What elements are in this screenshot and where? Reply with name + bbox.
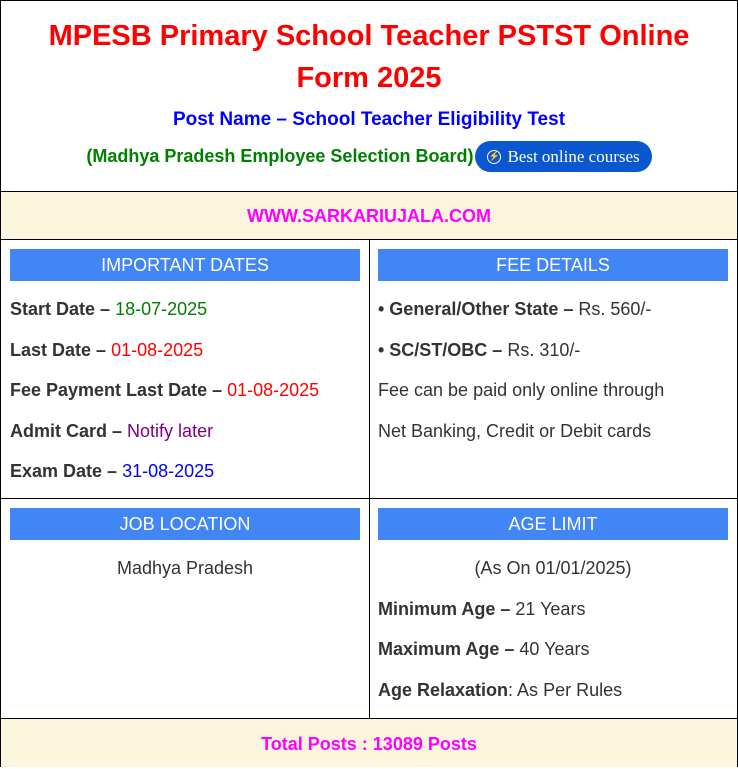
date-value: 31-08-2025 [122, 461, 215, 481]
age-as-on: (As On 01/01/2025) [474, 558, 632, 578]
age-row: Age Relaxation: As Per Rules [378, 679, 623, 700]
date-row: Start Date – 18-07-2025 [10, 299, 208, 319]
fee-note: Net Banking, Credit or Debit cards [378, 420, 652, 441]
date-row: Fee Payment Last Date – 01-08-2025 [10, 380, 320, 400]
best-courses-button[interactable]: ⚡ Best online courses [475, 141, 651, 172]
date-row: Last Date – 01-08-2025 [10, 339, 204, 360]
date-row: Admit Card – Notify later [10, 420, 214, 441]
date-value: 01-08-2025 [111, 339, 204, 360]
organization: (Madhya Pradesh Employee Selection Board) [86, 146, 474, 166]
date-value: Notify later [127, 420, 214, 441]
age-row: Maximum Age – 40 Years [378, 639, 590, 659]
location-value: Madhya Pradesh [116, 558, 254, 578]
date-row: Exam Date – 31-08-2025 [10, 461, 215, 481]
fee-row: • SC/ST/OBC – Rs. 310/- [378, 339, 581, 360]
fee-details-cell [369, 240, 737, 460]
location-heading: JOB LOCATION [10, 508, 360, 540]
post-name: Post Name – School Teacher Eligibility Test [172, 109, 566, 130]
fee-row: • General/Other State – Rs. 560/- [378, 299, 652, 319]
lightning-icon: ⚡ [487, 150, 501, 164]
website-banner: WWW.SARKARIUJALA.COM [1, 192, 737, 240]
dates-heading: IMPORTANT DATES [10, 249, 360, 281]
age-heading: AGE LIMIT [378, 508, 728, 540]
job-location-cell [1, 499, 369, 598]
fee-heading: FEE DETAILS [378, 249, 728, 281]
date-value: 18-07-2025 [115, 299, 208, 319]
page-title: MPESB Primary School Teacher PSTST Online Form 2025 [48, 20, 690, 94]
total-posts: Total Posts : 13089 Posts [1, 718, 737, 767]
important-dates-cell [1, 240, 369, 501]
header-cell [1, 1, 737, 192]
age-row: Minimum Age – 21 Years [378, 598, 586, 619]
fee-note: Fee can be paid only online through [378, 380, 665, 400]
age-limit-cell [369, 499, 737, 719]
date-value: 01-08-2025 [227, 380, 320, 400]
